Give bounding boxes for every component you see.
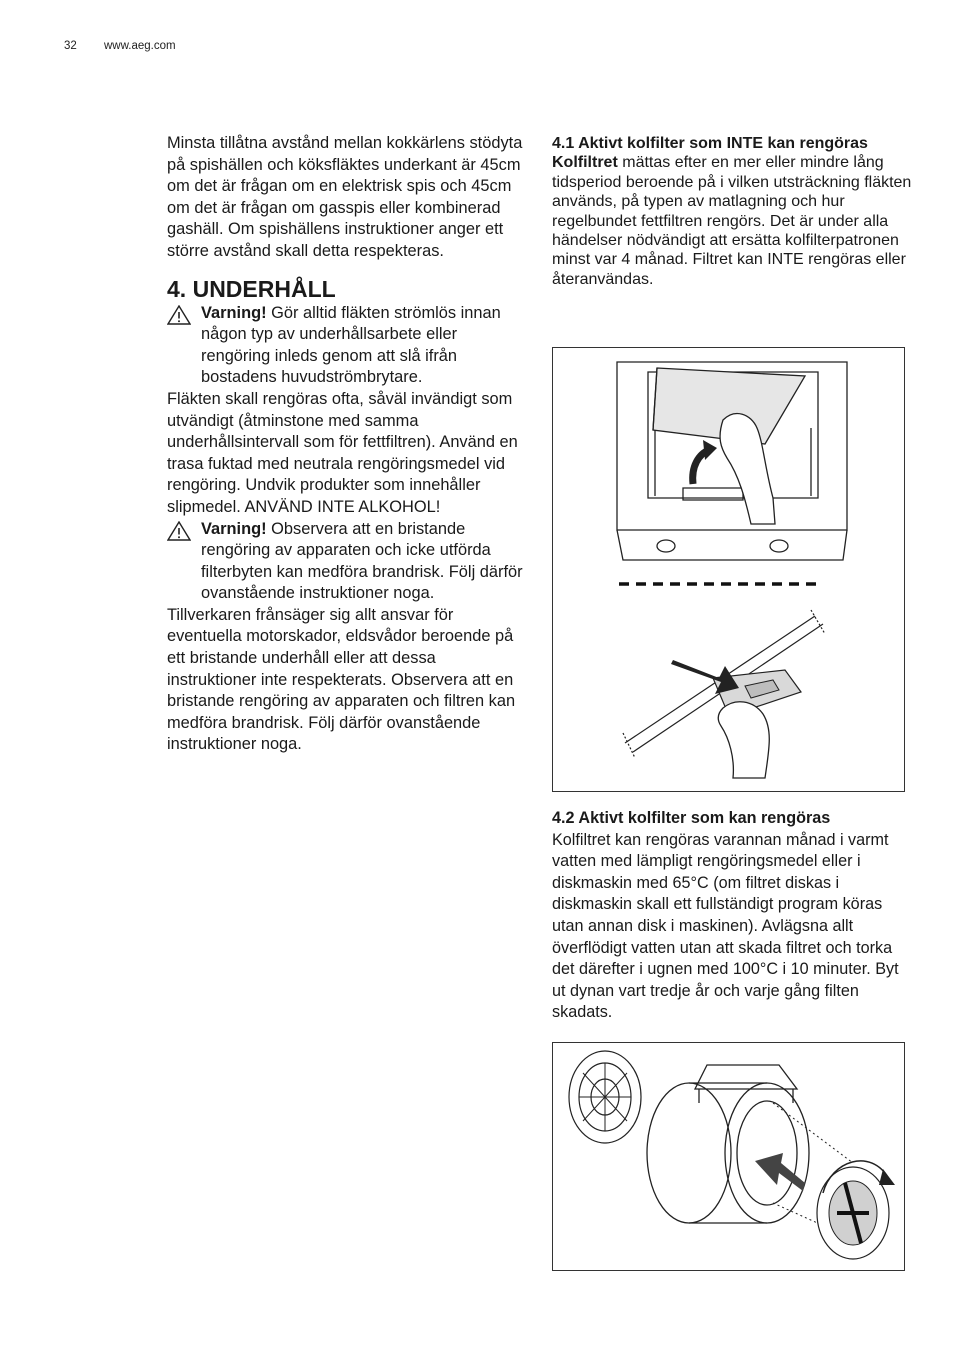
warning-text: Gör alltid fläkten strömlös innan någon typ av underhållsarbete eller rengöring inleds genom att slå ifrån bostadens huvudströmbrytare. [201,303,501,387]
arrow-right-icon [755,1153,805,1191]
site-url: www.aeg.com [104,40,176,52]
warning-triangle-icon [167,521,191,541]
filter-illustration [553,1043,904,1270]
section-heading [167,275,527,303]
section-number: 4. [167,275,187,302]
warning-triangle-icon [167,305,191,325]
subsection-title: 4.1 Aktivt kolfilter som INTE kan rengöras [552,135,868,152]
figure-replace-carbon-filter [552,347,905,792]
figure-clean-carbon-filter [552,1042,905,1271]
section-4-1 [552,134,912,289]
section-title: UNDERHÅLL [192,275,336,302]
intro-paragraph: Minsta tillåtna avstånd mellan kokkärlens stödyta på spishällen och köksfläktes underkant är 45cm om det är frågan om en elektrisk spis och 45cm om det är frågan om gasspis eller kombinerad gashäll. Om spishällens instruktioner anger ett större avstånd skall detta respekteras. [167,134,523,260]
section-4-2 [552,808,912,1024]
hood-illustration [553,348,904,791]
warning-label: Varning! [201,303,267,322]
liability-paragraph: Tillverkaren frånsäger sig allt ansvar för eventuella motorskador, eldsvådor beroende på ett bristande underhåll eller att dessa instruktioner inte respekterats. Observera att en bristande rengöring av apparaten och filtren kan medföra brandrisk. Följ därför ovanstående instruktioner noga. [167,605,516,754]
arrow-up-icon [693,440,717,484]
subsection-title: 4.2 Aktivt kolfilter som kan rengöras [552,809,831,827]
page-number: 32 [64,40,77,52]
warning-label: Varning! [201,519,267,538]
bold-term: Kolfiltret [552,154,618,172]
warning-block-2 [167,519,527,605]
warning-block-1 [167,303,527,389]
subsection-body: mättas efter en mer eller mindre lång tidsperiod beroende på i vilken utsträckning fläkten används, på typen av matlagning och hur regelbundet fettfiltren rengörs. Det är under alla händelser nödvändigt att ersätta kolfilterpatronen minst var 4 månad. Filtret kan INTE rengöras eller återanvändas. [552,154,912,288]
subsection-body: Kolfiltret kan rengöras varannan månad i varmt vatten med lämpligt rengöringsmedel eller i diskmaskin med 65°C (om filtret diskas i diskmaskin skall ett fullständigt program köras utan annan disk i maskinen). Avlägsna allt överflödigt vatten utan att skada filtret och torka det därefter i ugnen med 100°C i 10 minuter. Byt ut dynan vart tredje år och varje gång filten skadats. [552,830,899,1022]
cleaning-paragraph: Fläkten skall rengöras ofta, såväl invändigt som utvändigt (åtminstone med samma underhållsintervall som för fettfiltren). Använd en trasa fuktad med neutrala rengöringsmedel vid rengöring. Undvik produkter som innehåller slipmedel. ANVÄND INTE ALKOHOL! [167,389,518,516]
subsection-text [552,153,912,289]
left-column [167,133,527,756]
warning-text: Observera att en bristande rengöring av apparaten och icke utförda filterbyten kan medföra brandrisk. Följ därför ovanstående instruktioner noga. [201,519,523,603]
